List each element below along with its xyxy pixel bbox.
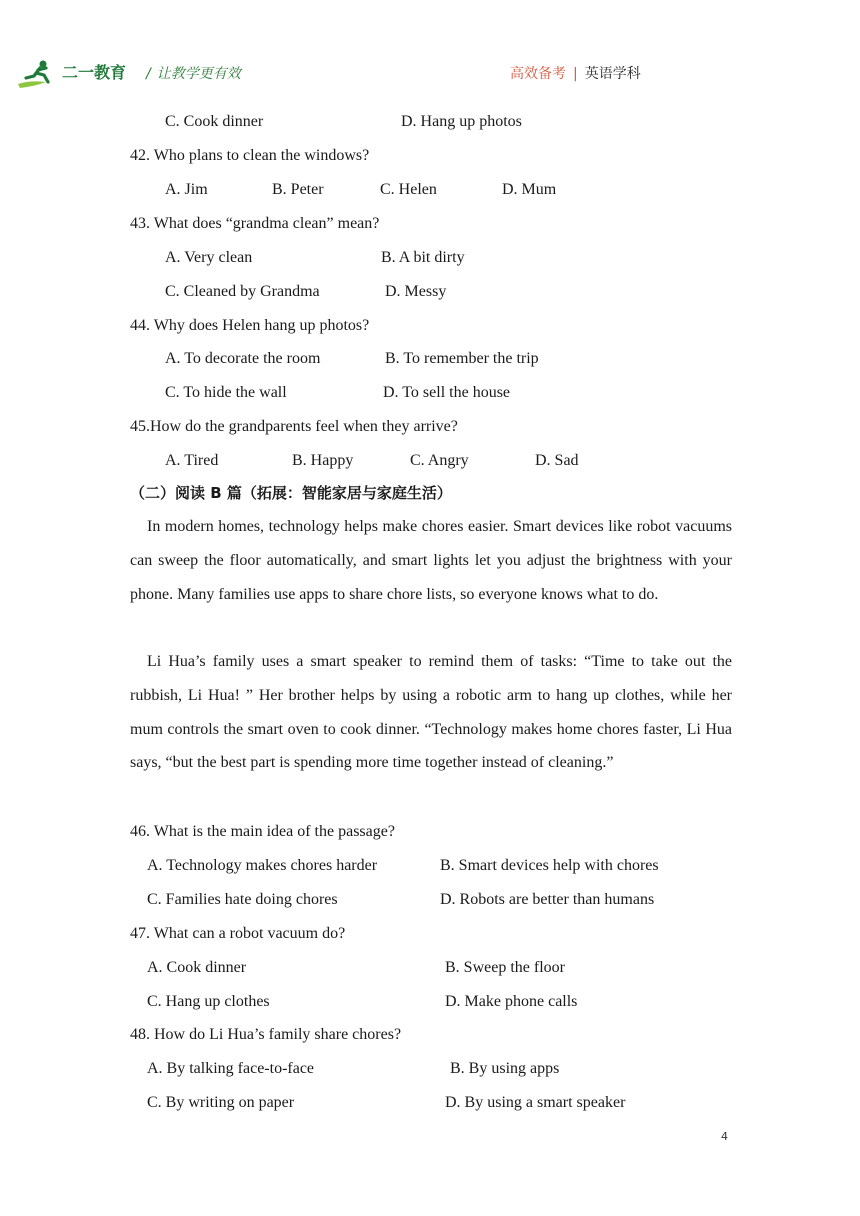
q47-option-b: B. Sweep the floor <box>445 959 565 976</box>
header-label-exam: 高效备考 <box>510 66 566 82</box>
q43-stem: 43. What does “grandma clean” mean? <box>130 215 380 232</box>
q45-stem: 45.How do the grandparents feel when they arrive? <box>130 418 458 435</box>
header-right: 高效备考 | 英语学科 <box>510 66 641 82</box>
q47-option-c: C. Hang up clothes <box>147 993 270 1010</box>
q48-option-a: A. By talking face-to-face <box>147 1060 315 1077</box>
slogan-text: 让教学更有效 <box>156 66 241 82</box>
slogan: / 让教学更有效 <box>146 66 241 82</box>
section-b-heading: （二）阅读 B 篇（拓展：智能家居与家庭生活） <box>130 484 452 502</box>
q43-option-d: D. Messy <box>385 283 447 300</box>
q46-stem: 46. What is the main idea of the passage? <box>130 823 395 840</box>
q48-option-d: D. By using a smart speaker <box>445 1094 626 1111</box>
q46-option-b: B. Smart devices help with chores <box>440 857 659 874</box>
q43-option-a: A. Very clean <box>165 249 253 266</box>
logo-text: 二一教育 <box>62 63 127 82</box>
q41-option-d: D. Hang up photos <box>401 113 522 130</box>
q42-option-d: D. Mum <box>502 181 557 198</box>
q45-option-c: C. Angry <box>410 452 469 469</box>
q48-option-b: B. By using apps <box>450 1060 560 1077</box>
q45-option-b: B. Happy <box>292 452 354 469</box>
runner-logo-icon <box>16 58 62 90</box>
q44-option-d: D. To sell the house <box>383 384 511 401</box>
q42-option-c: C. Helen <box>380 181 437 198</box>
logo <box>16 58 134 90</box>
q46-option-a: A. Technology makes chores harder <box>147 857 378 874</box>
q44-option-a: A. To decorate the room <box>165 350 321 367</box>
q42-option-a: A. Jim <box>165 181 208 198</box>
q43-option-b: B. A bit dirty <box>381 249 465 266</box>
passage-paragraph-1: In modern homes, technology helps make chores easier. Smart devices like robot vacuums can sweep the floor automatically, and smart lights let you adjust the brightness with your phone. Many families use apps to share chore lists, so everyone knows what to do. <box>130 518 732 603</box>
q42-stem: 42. Who plans to clean the windows? <box>130 147 370 164</box>
q46-option-d: D. Robots are better than humans <box>440 891 655 908</box>
passage-paragraph-2: Li Hua’s family uses a smart speaker to remind them of tasks: “Time to take out the rubbish, Li Hua! ” Her brother helps by using a robotic arm to hang up clothes, while her mum controls the smart oven to cook dinner. “Technology makes home chores faster, Li Hua says, “but the best part is spending more time together instead of cleaning.” <box>130 653 732 772</box>
q44-option-c: C. To hide the wall <box>165 384 287 401</box>
q47-stem: 47. What can a robot vacuum do? <box>130 925 346 942</box>
q47-option-a: A. Cook dinner <box>147 959 247 976</box>
q47-option-d: D. Make phone calls <box>445 993 578 1010</box>
q45-option-d: D. Sad <box>535 452 579 469</box>
q41-option-c: C. Cook dinner <box>165 113 264 130</box>
q44-stem: 44. Why does Helen hang up photos? <box>130 317 370 334</box>
q43-option-c: C. Cleaned by Grandma <box>165 283 320 300</box>
q48-option-c: C. By writing on paper <box>147 1094 295 1111</box>
q48-stem: 48. How do Li Hua’s family share chores? <box>130 1026 402 1043</box>
header-label-subject: 英语学科 <box>584 66 641 82</box>
q42-option-b: B. Peter <box>272 181 324 198</box>
q46-option-c: C. Families hate doing chores <box>147 891 338 908</box>
page-header <box>0 0 860 100</box>
q44-option-b: B. To remember the trip <box>385 350 539 367</box>
page-number: 4 <box>721 1130 728 1143</box>
q45-option-a: A. Tired <box>165 452 219 469</box>
